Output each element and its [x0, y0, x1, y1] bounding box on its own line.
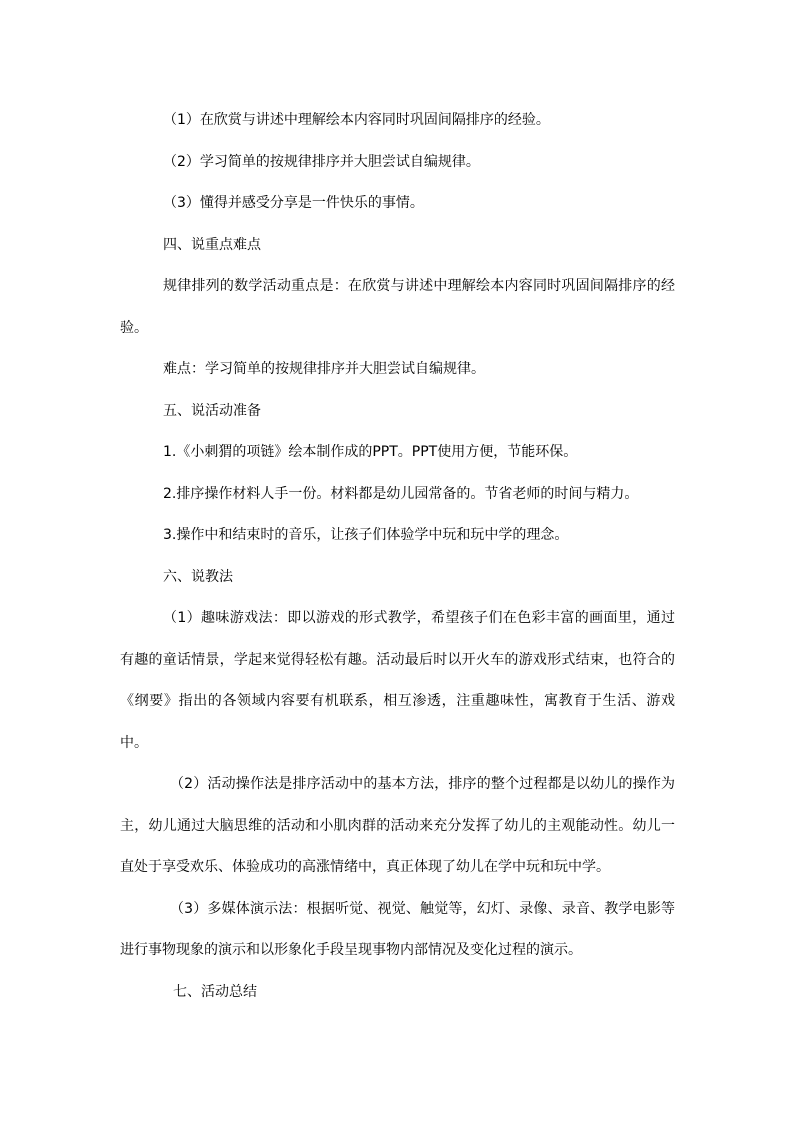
- document-body: [120, 100, 675, 1013]
- section-heading-preparation: 五、说活动准备: [163, 402, 261, 419]
- prep-item-1: 1.《小刺猬的项链》绘本制作成的PPT。PPT使用方便，节能环保。: [163, 444, 578, 460]
- method-paragraph-2: （2）活动操作法是排序活动中的基本方法，排序的整个过程都是以幼儿的操作为主，幼儿通过大脑思维的活动和小肌肉群的活动来充分发挥了幼儿的主观能动性。幼儿一直处于享受欢乐、体验成功的高涨情绪中，真正体现了幼儿在学中玩和玩中学。: [120, 776, 675, 875]
- prep-item-2: 2.排序操作材料人手一份。材料都是幼儿园常备的。节省老师的时间与精力。: [163, 485, 639, 502]
- prep-item-3: 3.操作中和结束时的音乐，让孩子们体验学中玩和玩中学的理念。: [163, 527, 569, 543]
- method-paragraph-3: （3）多媒体演示法：根据听觉、视觉、触觉等，幻灯、录像、录音、教学电影等进行事物现象的演示和以形象化手段呈现事物内部情况及变化过程的演示。: [120, 900, 675, 958]
- goal-item-2: （2）学习简单的按规律排序并大胆尝试自编规律。: [163, 153, 480, 170]
- method-paragraph-1: （1）趣味游戏法：即以游戏的形式教学，希望孩子们在色彩丰富的画面里，通过有趣的童话情景，学起来觉得轻松有趣。活动最后时以开火车的游戏形式结束，也符合的《纲要》指出的各领域内容要有机联系，相互渗透，注重趣味性，寓教育于生活、游戏中。: [120, 610, 675, 751]
- goal-item-3: （3）懂得并感受分享是一件快乐的事情。: [163, 195, 424, 211]
- goal-item-1: （1）在欣赏与讲述中理解绘本内容同时巩固间隔排序的经验。: [163, 112, 550, 128]
- section-heading-key-points: 四、说重点难点: [163, 236, 261, 253]
- section-heading-summary: 七、活动总结: [173, 983, 257, 1000]
- section-heading-methods: 六、说教法: [163, 568, 233, 585]
- difficulty-paragraph: 难点：学习简单的按规律排序并大胆尝试自编规律。: [163, 361, 485, 377]
- key-point-paragraph: 规律排列的数学活动重点是：在欣赏与讲述中理解绘本内容同时巩固间隔排序的经验。: [120, 278, 675, 336]
